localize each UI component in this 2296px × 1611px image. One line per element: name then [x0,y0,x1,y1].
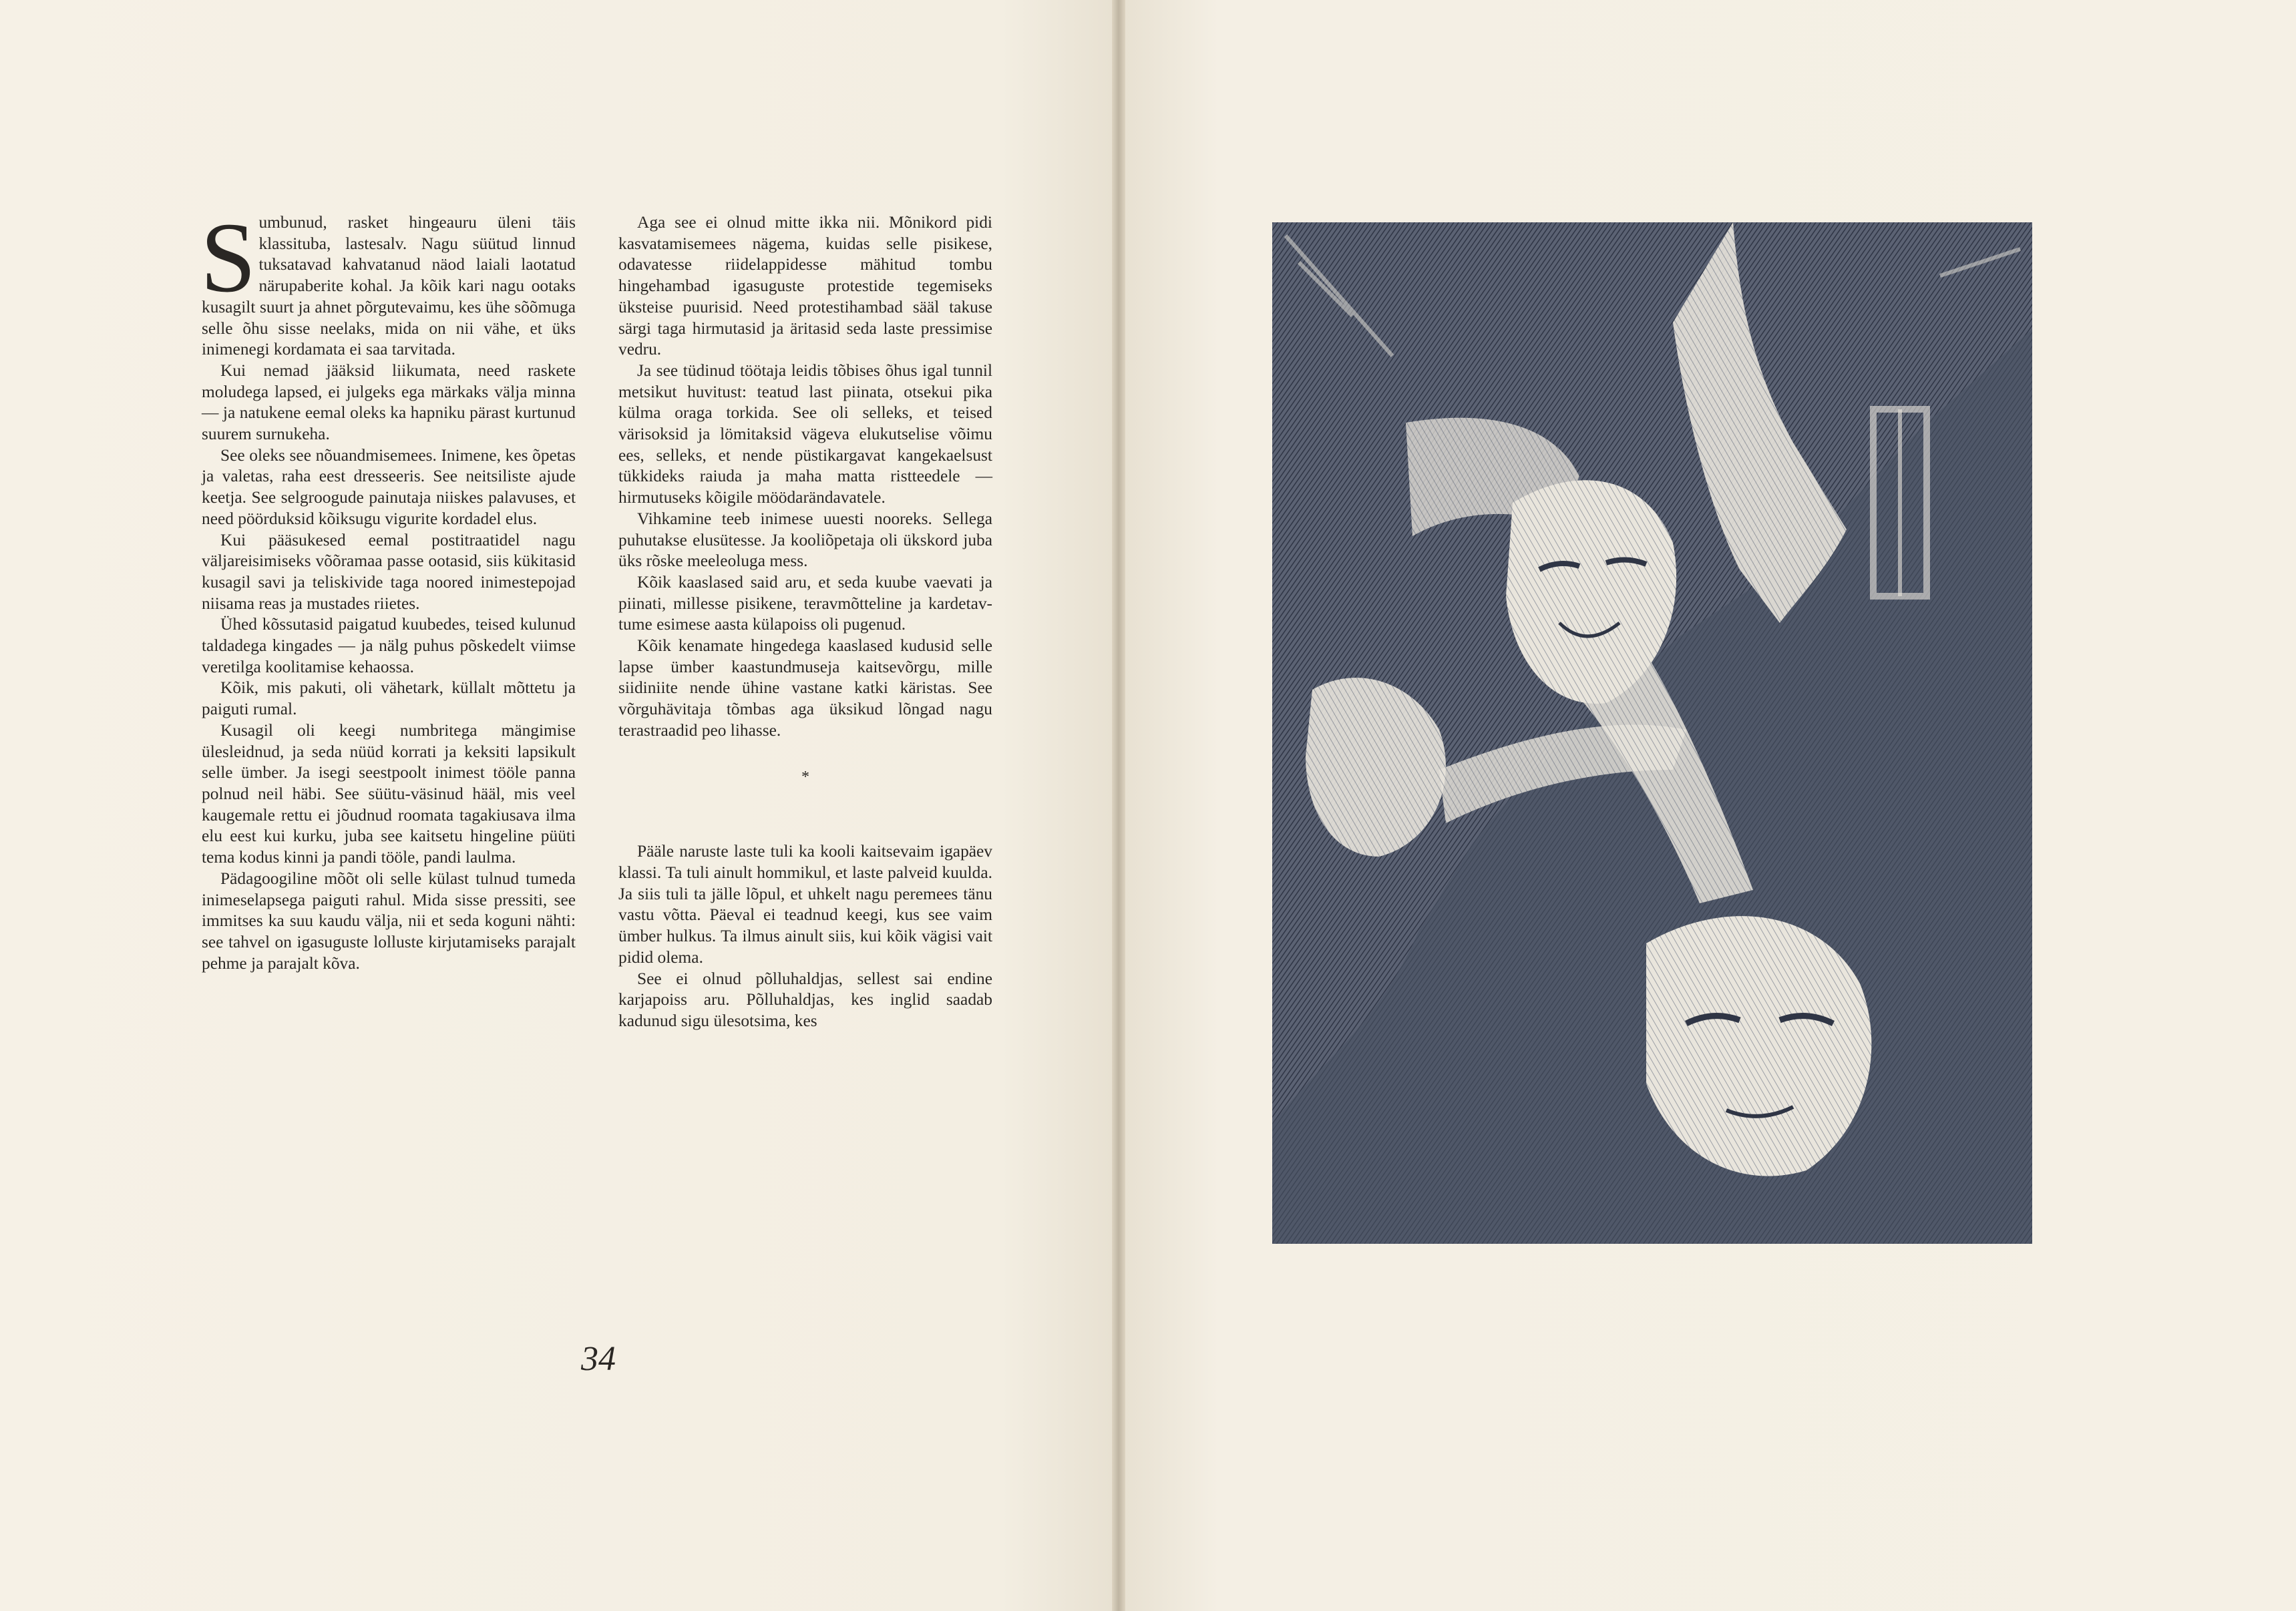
page-number: 34 [581,1340,616,1378]
paragraph: Ja see tüdinud töötaja leidis tõbises õhus igal tunnil metsikut huvitust: teatud last piinata, otsekui pika külma oraga torkida. See oli selleks, et teised värisoksid ja lömitaksid vägeva elukutselise võimu ees, selleks, et nende püstikargavat kangekaelsust tükkideks raiuda ja maha matta ristteedele — hirmutuseks kõigile möödarändavatele. [618,361,992,507]
text-column-right [618,212,992,1032]
left-page [0,0,1112,1611]
paragraph: Aga see ei olnud mitte ikka nii. Mõnikord pidi kasvatamisemees nägema, kuidas selle pisikese, odavatesse riidelappidesse mähitud tombu hingehambad igasuguste protestide tegemiseks üksteise puurisid. Need protestihambad sääl takuse särgi taga hirmutasid ja äritasid seda laste pressimise vedru. [618,213,992,359]
lithograph-illustration [1272,222,2032,1244]
section-break: * [801,768,809,786]
paragraph: Vihkamine teeb inimese uuesti nooreks. Sellega puhutakse elusütesse. Ja kooliõpetaja oli ükskord juba üks rõske meeleoluga mess. [618,509,992,571]
paragraph: Kõik kenamate hingedega kaaslased kudusid selle lapse ümber kaastundmuseja kaitsevõrgu, mille siidiniite nende ühine vastane katki käristas. See võrguhävitaja tõmbas aga üksikud lõngad nagu terastraadid peo lihasse. [618,636,992,740]
paragraph: See oleks see nõuandmisemees. Inimene, kes õpetas ja valetas, raha eest dresseeris. See neitsiliste ajude keetja. See selgroogude painutaja niiskes palavuses, et need pöörduksid kõiksugu vigurite kordadel elus. [202,445,576,528]
paragraph: Kui nemad jääksid liikumata, need raskete moludega lapsed, ei julgeks ega märkaks välja minna — ja natukene eemal oleks ka hapniku pärast kurtunud suurem surnukeha. [202,361,576,444]
paragraph: Pädagoogiline mõõt oli selle külast tulnud tumeda inimeselapsega paiguti rahul. Mida sisse pressiti, see immitses ka suu kaudu välja, nii et seda koguni nähti: see tahvel on igasuguste lolluste kirjutamiseks parajalt pehme ja parajalt kõva. [202,869,576,973]
paragraph: Kõik, mis pakuti, oli vähetark, küllalt mõttetu ja paiguti rumal. [202,678,576,719]
illustration-drawing [1272,222,2032,1244]
paragraph: Ühed kõssutasid paigatud kuubedes, teised kulunud taldadega kingades — ja nälg puhus põskedelt viimse veretilga koolitamise kehaossa. [202,615,576,676]
paragraph: Pääle naruste laste tuli ka kooli kaitsevaim igapäev klassi. Ta tuli ainult hommikul, et laste palveid kuulda. Ja siis tuli ta jälle lõpul, et uhkelt nagu peremees tänu vastu võtta. Päeval ei teadnud keegi, kus see vaim ümber hulkus. Ta ilmus ainult siis, kui kõik vägisi vait pidid olema. [618,842,992,967]
paragraph: Kui pääsukesed eemal postitraatidel nagu väljareisimiseks võõramaa passe ootasid, siis kükitasid kusagil savi ja teliskivide taga noored inimestepojad niisama reas ja mustades riietes. [202,530,576,613]
book-gutter [1112,0,1125,1611]
paragraph: Kõik kaaslased said aru, et seda kuube vaevati ja piinati, millesse pisikene, teravmõtteline ja kardetav-tume esimese aasta külapoiss oli pugenud. [618,572,992,634]
drop-cap: S [200,202,256,313]
paragraph: Sumbunud, rasket hingeauru üleni täis klassituba, lastesalv. Nagu süütud linnud tuksatavad kahvatanud näod laiali laotatud närupaberite kohal. Ja kõik kari nagu ootaks kusagilt suurt ja ahnet põrgutevaimu, kes ühe sõõmuga selle õhu sisse neelaks, mida on nii vähe, et üks inimenegi kordamata ei saa tarvitada. [200,202,576,359]
text-column-left [200,202,576,974]
paragraph: Kusagil oli keegi numbritega mängimise ülesleidnud, ja seda nüüd korrati ja keksiti lapsikult selle ümber. Ja isegi seestpoolt inimest tööle panna polnud neil häbi. See süütu-väsinud hääl, mis veel kaugemale rettu ei jõudnud roomata tagakiusava ilma elu eest kui kurku, juba see kaitsetu hingeline püüti tema kodus kinni ja pandi tööle, pandi laulma. [202,720,576,867]
paragraph: See ei olnud põlluhaldjas, sellest sai endine karjapoiss aru. Põlluhaldjas, kes inglid saadab kadunud sigu ülesotsima, kes [618,969,992,1030]
